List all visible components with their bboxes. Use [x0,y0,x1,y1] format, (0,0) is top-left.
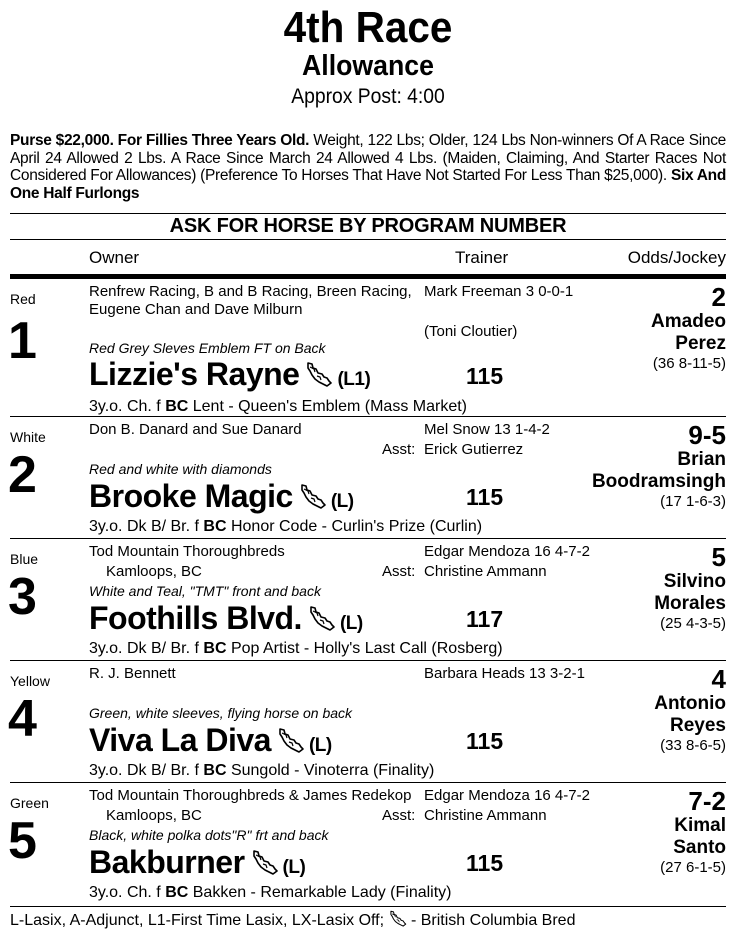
sire-dam: Bakken - Remarkable Lady (Finality) [188,884,452,901]
bc-bred-flag: BC [203,518,227,535]
race-type: Allowance [302,50,434,82]
program-number: 5 [8,812,37,870]
silks: Black, white polka dots"R" frt and back [89,827,329,843]
breeding [89,884,452,902]
assistant-trainer: Erick Gutierrez [424,441,524,458]
breeding-age-sex: 3y.o. Ch. f [89,398,166,415]
horse-name [89,600,363,637]
bc-map-icon [305,361,333,389]
column-owner: Owner [89,248,140,267]
horse-name [89,356,370,393]
assistant-label: Asst: [382,441,416,458]
jockey-last: Reyes [670,715,726,736]
trainer: Edgar Mendoza 16 4-7-2 [424,787,590,804]
morning-line-odds: 2 [711,282,726,312]
program-number: 4 [8,690,37,748]
conditions-lead: Purse $22,000. For Fillies Three Years Old. [10,132,310,149]
breeding-age-sex: 3y.o. Dk B/ Br. f [89,762,204,779]
jockey-first: Kimal [674,815,726,836]
owner-location: Kamloops, BC [106,563,202,580]
medication: (L1) [337,369,371,390]
bc-bred-flag: BC [203,640,227,657]
sire-dam: Sungold - Vinoterra (Finality) [226,762,435,779]
horse-name [89,478,354,515]
owner: Tod Mountain Thoroughbreds & James Redekop [89,787,412,804]
breeding [89,398,467,416]
legend-footer [10,910,575,930]
owner: Renfrew Racing, B and B Racing, Breen Racing, Eugene Chan and Dave Milburn [89,283,412,318]
program-number: 3 [8,568,37,626]
trainer: Mel Snow 13 1-4-2 [424,421,550,438]
saddle-color: Blue [10,551,39,567]
bc-map-icon [308,605,336,633]
horse-name-text: Brooke Magic [89,478,293,514]
horse-name [89,722,332,759]
jockey-last: Santo [673,837,726,858]
weight: 115 [466,728,504,754]
assistant-label: Asst: [382,563,416,580]
column-odds-jockey: Odds/Jockey [627,248,726,267]
assistant-trainer: Christine Ammann [424,807,547,824]
program-number: 1 [8,312,37,370]
bc-map-icon [389,910,407,928]
owner-location: Kamloops, BC [106,807,202,824]
entry-row [0,279,736,417]
horse-name-text: Viva La Diva [89,722,271,758]
program-number: 2 [8,446,37,504]
jockey-last: Perez [675,333,726,354]
breeding [89,762,434,780]
silks: Green, white sleeves, flying horse on back [89,705,353,721]
silks: Red and white with diamonds [89,461,272,477]
race-header [0,3,736,110]
jockey-first: Antonio [654,693,726,714]
conditions-distance: Six And One Half Furlongs [10,167,726,202]
assistant-trainer: Christine Ammann [424,563,547,580]
bc-bred-flag: BC [203,762,227,779]
odds-jockey [592,421,726,511]
breeding [89,640,503,658]
jockey-last: Boodramsingh [591,471,726,492]
bc-map-icon [299,483,327,511]
bc-map-icon [277,727,305,755]
medication: (L) [282,857,306,878]
odds-jockey [651,283,726,373]
entry-row [0,661,736,783]
saddle-color: Red [10,291,36,307]
breeding-age-sex: 3y.o. Dk B/ Br. f [89,640,204,657]
morning-line-odds: 7-2 [688,786,726,816]
jockey-last: Morales [654,593,726,614]
bc-map-icon [251,849,279,877]
morning-line-odds: 9-5 [688,420,726,450]
medication: (L) [339,613,363,634]
saddle-color: Yellow [10,673,50,689]
divider [10,239,726,240]
jockey-stats: (36 8-11-5) [652,355,726,372]
conditions-text: Weight, 122 Lbs; Older, 124 Lbs Non-winners Of A Race Since April 24 Allowed 2 Lbs. A Race Since March 24 Allowed 4 Lbs. (Maiden, Claiming, And Starter Races Not Considered For Allowances) (Preference To Horses That Have Not Started For Less Than $25,000). [10,132,726,184]
bc-bred-flag: BC [165,884,189,901]
sire-dam: Honor Code - Curlin's Prize (Curlin) [226,518,483,535]
owner: Tod Mountain Thoroughbreds [89,543,285,560]
breeding [89,518,482,536]
owner: R. J. Bennett [89,665,176,682]
race-title: 4th Race [283,3,453,52]
legend-text: L-Lasix, A-Adjunct, L1-First Time Lasix, LX-Lasix Off; [10,912,389,929]
column-trainer: Trainer [455,248,509,267]
jockey-stats: (25 4-3-5) [660,615,726,632]
horse-name-text: Lizzie's Rayne [89,356,300,392]
entry-row [0,417,736,539]
morning-line-odds: 5 [711,542,726,572]
jockey-first: Amadeo [651,311,726,332]
trainer: Edgar Mendoza 16 4-7-2 [424,543,590,560]
trainer: Barbara Heads 13 3-2-1 [424,665,585,682]
morning-line-odds: 4 [711,664,726,694]
silks: Red Grey Sleves Emblem FT on Back [89,340,326,356]
weight: 115 [466,363,504,389]
sire-dam: Pop Artist - Holly's Last Call (Rosberg) [226,640,503,657]
jockey-first: Brian [677,449,726,470]
entry-row [0,783,736,905]
saddle-color: White [10,429,46,445]
entry-row [0,539,736,661]
medication: (L) [308,735,332,756]
odds-jockey [654,543,726,633]
breeding-age-sex: 3y.o. Ch. f [89,884,166,901]
owner: Don B. Danard and Sue Danard [89,421,302,438]
sire-dam: Lent - Queen's Emblem (Mass Market) [188,398,467,415]
bc-bred-flag: BC [165,398,189,415]
post-time: Approx Post: 4:00 [291,85,445,108]
silks: White and Teal, "TMT" front and back [89,583,321,599]
bc-legend-text: - British Columbia Bred [406,912,576,929]
assistant-trainer: (Toni Cloutier) [424,323,518,340]
saddle-color: Green [10,795,49,811]
jockey-stats: (27 6-1-5) [660,859,726,876]
trainer: Mark Freeman 3 0-0-1 [424,283,574,300]
weight: 117 [466,606,504,632]
assistant-label: Asst: [382,807,416,824]
horse-name-text: Foothills Blvd. [89,600,302,636]
jockey-stats: (17 1-6-3) [660,493,726,510]
jockey-stats: (33 8-6-5) [660,737,726,754]
odds-jockey [654,665,726,755]
horse-name [89,844,305,881]
weight: 115 [466,484,504,510]
jockey-first: Silvino [663,571,726,592]
odds-jockey [660,787,726,877]
medication: (L) [330,491,354,512]
weight: 115 [466,850,504,876]
program-banner: ASK FOR HORSE BY PROGRAM NUMBER [10,213,726,238]
race-conditions [10,132,726,202]
horse-name-text: Bakburner [89,844,245,880]
breeding-age-sex: 3y.o. Dk B/ Br. f [89,518,204,535]
divider [10,906,726,907]
